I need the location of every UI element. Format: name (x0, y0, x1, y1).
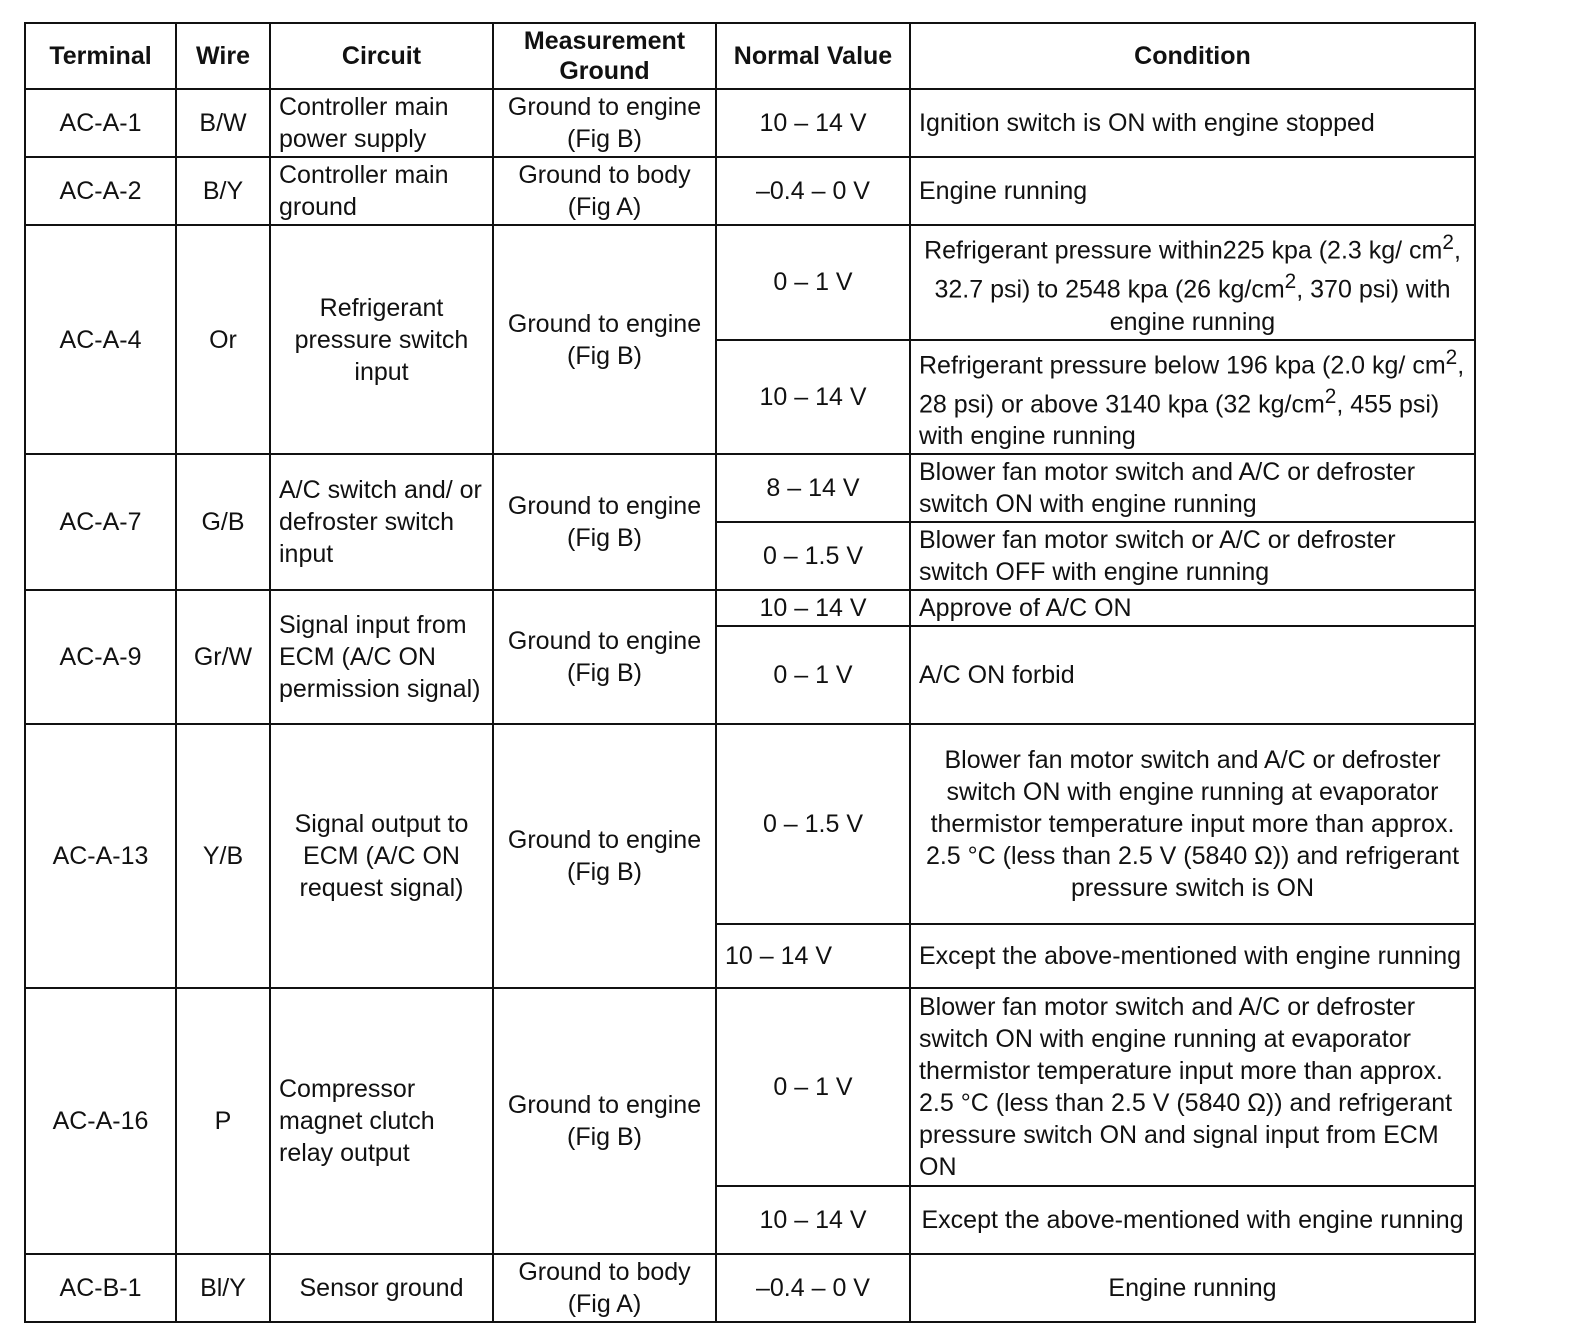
superscript: 2 (1442, 231, 1454, 254)
cell-normal-value: 10 – 14 V (716, 89, 910, 157)
cell-condition: A/C ON forbid (910, 626, 1475, 724)
cell-normal-value: –0.4 – 0 V (716, 1254, 910, 1322)
cell-wire: Gr/W (176, 590, 270, 724)
cell-condition: Approve of A/C ON (910, 590, 1475, 626)
header-circuit: Circuit (270, 23, 493, 89)
cell-wire: P (176, 988, 270, 1254)
header-normal-value: Normal Value (716, 23, 910, 89)
cell-wire: Y/B (176, 724, 270, 988)
cell-wire: Or (176, 225, 270, 454)
cell-normal-value: 0 – 1 V (716, 626, 910, 724)
condition-text: Refrigerant pressure below 196 kpa (2.0 kg/ cm (919, 350, 1446, 379)
cell-normal-value: 10 – 14 V (716, 924, 910, 988)
cell-ground: Ground to engine (Fig B) (493, 590, 716, 724)
cell-condition: Blower fan motor switch and A/C or defroster switch ON with engine running at evaporator thermistor temperature input more than approx. 2.5 °C (less than 2.5 V (5840 Ω)) and refrigerant pressure switch is ON (910, 724, 1475, 924)
cell-ground: Ground to engine (Fig B) (493, 988, 716, 1254)
cell-condition (910, 225, 1475, 340)
cell-normal-value: 0 – 1.5 V (716, 522, 910, 590)
cell-ground: Ground to engine (Fig B) (493, 225, 716, 454)
cell-terminal: AC-A-2 (25, 157, 176, 225)
header-wire: Wire (176, 23, 270, 89)
cell-ground: Ground to engine (Fig B) (493, 454, 716, 590)
condition-text: , 32.7 psi) to 2548 kpa (26 kg/cm (934, 236, 1461, 304)
table-row (25, 590, 1475, 626)
cell-terminal: AC-A-1 (25, 89, 176, 157)
cell-terminal: AC-A-16 (25, 988, 176, 1254)
cell-terminal: AC-A-13 (25, 724, 176, 988)
cell-condition: Blower fan motor switch and A/C or defroster switch ON with engine running (910, 454, 1475, 522)
cell-condition: Except the above-mentioned with engine running (910, 924, 1475, 988)
cell-condition (910, 340, 1475, 455)
cell-condition: Engine running (910, 157, 1475, 225)
cell-terminal: AC-A-4 (25, 225, 176, 454)
header-condition: Condition (910, 23, 1475, 89)
cell-normal-value: 0 – 1 V (716, 988, 910, 1186)
table-row (25, 1254, 1475, 1322)
cell-normal-value: 10 – 14 V (716, 590, 910, 626)
cell-ground: Ground to body (Fig A) (493, 1254, 716, 1322)
cell-circuit: Signal output to ECM (A/C ON request signal) (270, 724, 493, 988)
cell-ground: Ground to engine (Fig B) (493, 724, 716, 988)
cell-normal-value: 10 – 14 V (716, 1186, 910, 1254)
condition-text: , 370 psi) with engine running (1109, 275, 1451, 336)
terminal-spec-table (24, 22, 1476, 1323)
cell-terminal: AC-A-7 (25, 454, 176, 590)
cell-circuit: Refrigerant pressure switch input (270, 225, 493, 454)
superscript: 2 (1445, 345, 1458, 369)
cell-condition: Engine running (910, 1254, 1475, 1322)
cell-circuit: Controller main power supply (270, 89, 493, 157)
header-measurement-ground: Measurement Ground (493, 23, 716, 89)
cell-terminal: AC-A-9 (25, 590, 176, 724)
cell-terminal: AC-B-1 (25, 1254, 176, 1322)
cell-circuit: A/C switch and/ or defroster switch input (270, 454, 493, 590)
cell-ground: Ground to engine (Fig B) (493, 89, 716, 157)
cell-wire: B/Y (176, 157, 270, 225)
cell-wire: G/B (176, 454, 270, 590)
cell-ground: Ground to body (Fig A) (493, 157, 716, 225)
table-row (25, 454, 1475, 522)
cell-circuit: Controller main ground (270, 157, 493, 225)
superscript: 2 (1284, 270, 1297, 294)
cell-normal-value: 0 – 1 V (716, 225, 910, 340)
cell-circuit: Sensor ground (270, 1254, 493, 1322)
cell-wire: Bl/Y (176, 1254, 270, 1322)
cell-condition: Blower fan motor switch and A/C or defroster switch ON with engine running at evaporator thermistor temperature input more than approx. 2.5 °C (less than 2.5 V (5840 Ω)) and refrigerant pressure switch ON and signal input from ECM ON (910, 988, 1475, 1186)
cell-circuit: Signal input from ECM (A/C ON permission signal) (270, 590, 493, 724)
cell-condition: Blower fan motor switch or A/C or defroster switch OFF with engine running (910, 522, 1475, 590)
superscript: 2 (1324, 384, 1337, 408)
cell-normal-value: –0.4 – 0 V (716, 157, 910, 225)
condition-text: , 455 psi) with engine running (919, 390, 1440, 451)
table-row (25, 225, 1475, 340)
condition-text: , 28 psi) or above 3140 kpa (32 kg/cm (919, 350, 1465, 419)
cell-normal-value: 10 – 14 V (716, 340, 910, 455)
cell-normal-value: 0 – 1.5 V (716, 724, 910, 924)
cell-condition: Except the above-mentioned with engine running (910, 1186, 1475, 1254)
table-row (25, 988, 1475, 1186)
cell-condition: Ignition switch is ON with engine stopped (910, 89, 1475, 157)
cell-wire: B/W (176, 89, 270, 157)
header-row (25, 23, 1475, 89)
table-row (25, 89, 1475, 157)
table-row (25, 724, 1475, 924)
cell-normal-value: 8 – 14 V (716, 454, 910, 522)
header-terminal: Terminal (25, 23, 176, 89)
condition-text: Refrigerant pressure within225 kpa (2.3 kg/ cm (924, 236, 1443, 265)
table-row (25, 157, 1475, 225)
cell-circuit: Compressor magnet clutch relay output (270, 988, 493, 1254)
